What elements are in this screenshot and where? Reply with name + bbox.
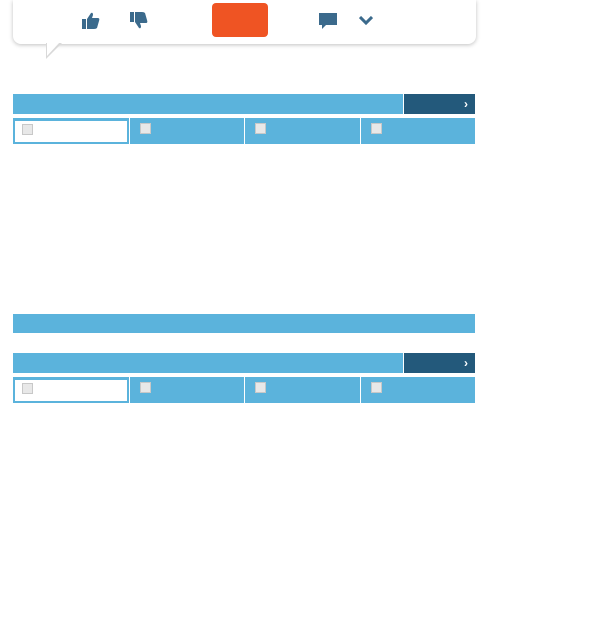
tab-tennis[interactable] [129, 377, 245, 403]
action-bar [13, 0, 476, 44]
comments-toggle[interactable] [318, 12, 373, 30]
top-bets-header [13, 94, 475, 114]
tab-football[interactable] [13, 118, 129, 144]
checkbox-icon [22, 124, 33, 135]
sport-tabs [13, 118, 475, 144]
speech-tail [46, 43, 62, 59]
checkbox-icon [140, 123, 151, 134]
tab-football[interactable] [13, 377, 129, 403]
checkbox-icon [371, 123, 382, 134]
checkbox-icon [22, 383, 33, 394]
tab-volleyball[interactable] [244, 377, 360, 403]
competition-banner [13, 314, 475, 333]
checkbox-icon [255, 382, 266, 393]
more-button[interactable] [403, 94, 475, 114]
chevron-right-icon: › [464, 356, 468, 370]
chevron-down-icon [359, 16, 373, 26]
chevron-right-icon: › [464, 97, 468, 111]
highlights-header [13, 353, 475, 373]
tab-tennis[interactable] [129, 118, 245, 144]
tab-baseball[interactable] [360, 377, 476, 403]
comment-bubble-icon [318, 12, 338, 30]
bet-button[interactable] [212, 3, 268, 37]
sport-tabs [13, 377, 475, 403]
upvote-button[interactable] [82, 12, 103, 29]
thumbs-down-icon [130, 12, 148, 29]
thumbs-up-icon [82, 12, 100, 29]
checkbox-icon [371, 382, 382, 393]
checkbox-icon [255, 123, 266, 134]
tab-volleyball[interactable] [244, 118, 360, 144]
downvote-button[interactable] [130, 12, 151, 29]
tab-baseball[interactable] [360, 118, 476, 144]
more-button[interactable] [403, 353, 475, 373]
checkbox-icon [140, 382, 151, 393]
